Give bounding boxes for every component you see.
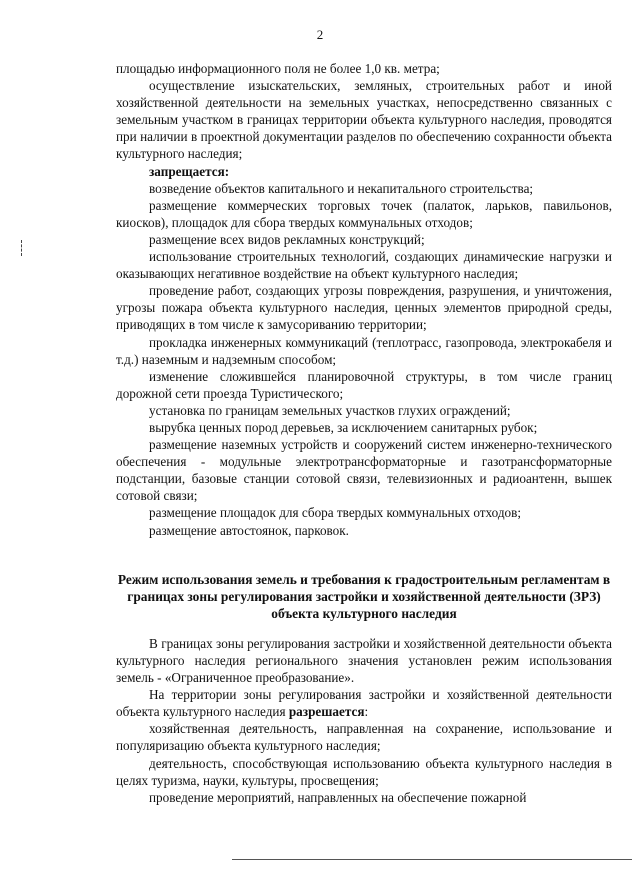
list-item: проведение работ, создающих угрозы повреждения, разрушения, и уничтожения, угрозы пожара объекта культурного наследия, ценных элементов природной среды, приводящих в том числе к замусориванию территории; bbox=[116, 283, 612, 333]
list-item: размещение коммерческих торговых точек (палаток, ларьков, павильонов, киосков), площадок для сбора твердых коммунальных отходов; bbox=[116, 197, 612, 230]
paragraph-continuation: площадью информационного поля не более 1,0 кв. метра; bbox=[116, 61, 440, 76]
margin-mark bbox=[21, 240, 23, 256]
paragraph: осуществление изыскательских, земляных, строительных работ и иной хозяйственной деятельности на земельных участках, непосредственно связанных с земельным участком в границах территории объекта культурного наследия, проводятся при наличии в проектной документации разделов по обеспечению сохранности объекта культурного наследия; bbox=[116, 78, 612, 162]
page-number: 2 bbox=[316, 27, 324, 42]
list-item: размещение площадок для сбора твердых коммунальных отходов; bbox=[149, 505, 522, 521]
list-item: размещение автостоянок, парковок. bbox=[149, 522, 349, 538]
list-item: использование строительных технологий, создающих динамические нагрузки и оказывающих негативное воздействие на объект культурного наследия; bbox=[116, 249, 612, 282]
section-heading: Режим использования земель и требования к градостроительным регламентам в границах зоны регулирования застройки и хозяйственной деятельности (ЗРЗ) объекта культурного наследия bbox=[117, 571, 611, 621]
list-item: возведение объектов капитального и некапитального строительства; bbox=[149, 180, 534, 196]
list-item: деятельность, способствующая использованию объекта культурного наследия в целях туризма, науки, культуры, просвещения; bbox=[116, 755, 612, 788]
list-item: размещение наземных устройств и сооружений систем инженерно-технического обеспечения - модульные электротрансформаторные и газотрансформаторные подстанции, базовые станции сотовой связи, телевизионных и радиоантенн, вышек сотовой связи; bbox=[116, 437, 612, 504]
bottom-divider bbox=[232, 859, 632, 860]
paragraph-colon: : bbox=[364, 704, 369, 720]
list-item: хозяйственная деятельность, направленная на сохранение, использование и популяризацию объекта культурного наследия; bbox=[116, 721, 612, 754]
list-item: изменение сложившейся планировочной структуры, в том числе границ дорожной сети проезда Туристического; bbox=[116, 368, 612, 401]
paragraph-allowed bbox=[116, 686, 612, 720]
list-item: проведение мероприятий, направленных на обеспечение пожарной bbox=[149, 789, 527, 805]
list-item: вырубка ценных пород деревьев, за исключением санитарных рубок; bbox=[149, 419, 538, 435]
prohibited-heading: запрещается: bbox=[149, 163, 230, 179]
document-body bbox=[116, 60, 612, 806]
list-item: размещение всех видов рекламных конструкций; bbox=[149, 231, 425, 247]
list-item: установка по границам земельных участков глухих ограждений; bbox=[149, 402, 511, 418]
list-item: прокладка инженерных коммуникаций (теплотрасс, газопровода, электрокабеля и т.д.) наземным и надземным способом; bbox=[116, 334, 612, 367]
allowed-keyword: разрешается bbox=[288, 704, 365, 720]
paragraph: В границах зоны регулирования застройки и хозяйственной деятельности объекта культурного наследия регионального значения установлен режим использования земель - «Ограниченное преобразование». bbox=[116, 635, 612, 686]
paragraph-text: На территории зоны регулирования застройки и хозяйственной деятельности объекта культурного наследия bbox=[116, 687, 612, 720]
